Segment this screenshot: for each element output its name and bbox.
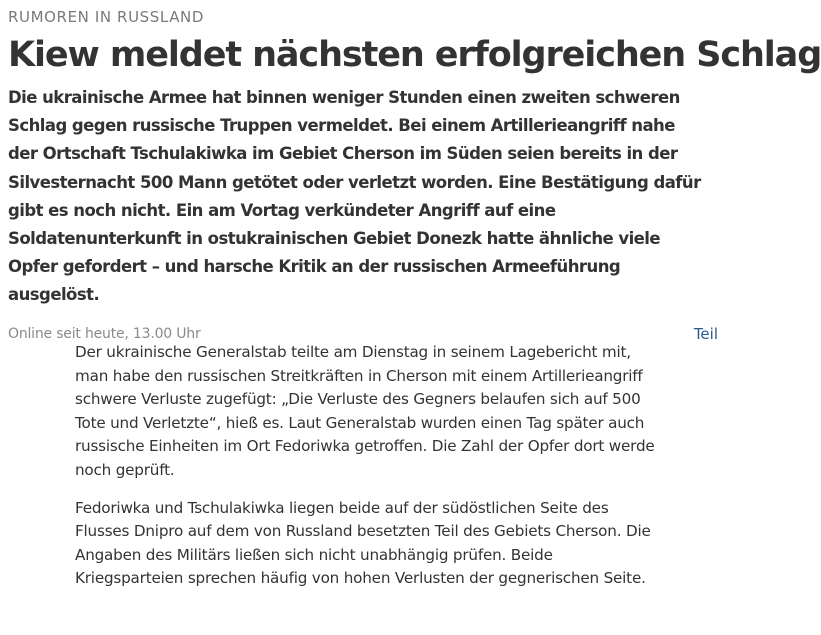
article-kicker: RUMOREN IN RUSSLAND [8,8,205,26]
article-body [75,341,665,605]
article-header [8,0,821,344]
part-link[interactable]: Teil [693,324,718,343]
body-paragraph-2: Fedoriwka und Tschulakiwka liegen beide auf der südöstlichen Seite des Flusses Dnipro auf dem von Russland besetzten Teil des Gebiets Cherson. Die Angaben des Militärs ließen sich nicht unabhängig prüfen. Beide Kriegsparteien sprechen häufig von hohen Verlusten der gegnerischen Seite. [75,498,651,588]
article-lead: Die ukrainische Armee hat binnen weniger Stunden einen zweiten schweren Schlag gegen russische Truppen vermeldet. Bei einem Artillerieangriff nahe der Ortschaft Tschulakiwka im Gebiet Cherson im Süden seien bereits in der Silvesternacht 500 Mann getötet oder verletzt worden. Eine Bestätigung dafür gibt es noch nicht. Ein am Vortag verkündeter Angriff auf eine Soldatenunterkunft in ostukrainischen Gebiet Donezk hatte ähnliche viele Opfer gefordert – und harsche Kritik an der russischen Armeeführung ausgelöst. [8,88,701,305]
article-headline: Kiew meldet nächsten erfolgreichen Schlag [8,35,821,75]
body-paragraph-1: Der ukrainische Generalstab teilte am Dienstag in seinem Lagebericht mit, man habe den russischen Streitkräften in Cherson mit einem Artillerieangriff schwere Verluste zugefügt: „Die Verluste des Gegners belaufen sich auf 500 Tote und Verletzte“, hieß es. Laut Generalstab wurden einen Tag später auch russische Einheiten im Ort Fedoriwka getroffen. Die Zahl der Opfer dort werde noch geprüft. [75,343,655,479]
publish-timestamp: Online seit heute, 13.00 Uhr [8,325,201,342]
